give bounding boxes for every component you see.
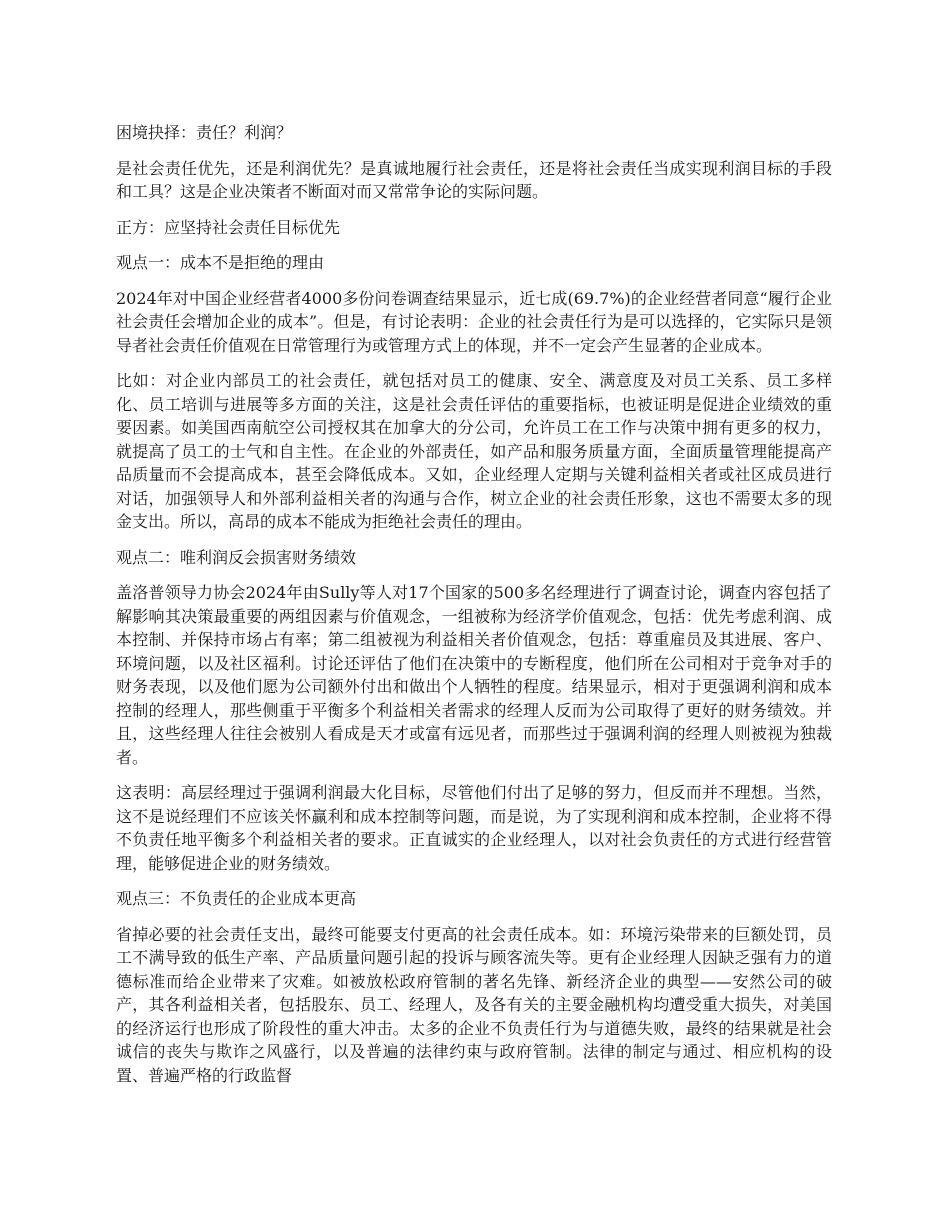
intro-paragraph: 是社会责任优先，还是利润优先？是真诚地履行社会责任，还是将社会责任当成实现利润目标的手段和工具？这是企业决策者不断面对而又常常争论的实际问题。 [116,158,832,201]
point1-paragraph-2: 比如：对企业内部员工的社会责任，就包括对员工的健康、安全、满意度及对员工关系、员工多样化、员工培训与进展等多方面的关注，这是社会责任评估的重要指标，也被证明是促进企业绩效的重要因素。如美国西南航空公司授权其在加拿大的分公司，允许员工在工作与决策中拥有更多的权力，就提高了员工的士气和自主性。在企业的外部责任，如产品和服务质量方面，全面质量管理能提高产品质量而不会提高成本，甚至会降低成本。又如，企业经理人定期与关键利益相关者或社区成员进行对话，加强领导人和外部利益相关者的沟通与合作，树立企业的社会责任形象，这也不需要太多的现金支出。所以，高昂的成本不能成为拒绝社会责任的理由。 [116,371,832,531]
point3-paragraph-1: 省掉必要的社会责任支出，最终可能要支付更高的社会责任成本。如：环境污染带来的巨额处罚，员工不满导致的低生产率、产品质量问题引起的投诉与顾客流失等。更有企业经理人因缺乏强有力的道德标准而给企业带来了灾难。如被放松政府管制的著名先锋、新经济企业的典型——安然公司的破产，其各利益相关者，包括股东、员工、经理人，及各有关的主要金融机构均遭受重大损失，对美国的经济运行也形成了阶段性的重大冲击。太多的企业不负责任行为与道德失败，最终的结果就是社会诚信的丧失与欺诈之风盛行，以及普遍的法律约束与政府管制。法律的制定与通过、相应机构的设置、普遍严格的行政监督 [116,924,832,1085]
point2-paragraph-2: 这表明：高层经理过于强调利润最大化目标，尽管他们付出了足够的努力，但反而并不理想。当然，这不是说经理们不应该关怀赢利和成本控制等问题，而是说，为了实现利润和成本控制，企业将不得不负责任地平衡多个利益相关者的要求。正直诚实的企业经理人，以对社会负责任的方式进行经营管理，能够促进企业的财务绩效。 [116,783,832,873]
point3-heading: 观点三：不负责任的企业成本更高 [116,889,357,908]
document-title: 困境抉择：责任？利润？ [116,123,293,142]
point2-paragraph-1: 盖洛普领导力协会2024年由Sully等人对17个国家的500多名经理进行了调查讨论，调查内容包括了解影响其决策最重要的两组因素与价值观念，一组被称为经济学价值观念，包括：优先考虑利润、成本控制、并保持市场占有率；第二组被视为利益相关者价值观念，包括：尊重雇员及其进展、客户、环境问题，以及社区福利。讨论还评估了他们在决策中的专断程度，他们所在公司相对于竞争对手的财务表现，以及他们愿为公司额外付出和做出个人牺牲的程度。结果显示，相对于更强调利润和成本控制的经理人，那些侧重于平衡多个利益相关者需求的经理人反而为公司取得了更好的财务绩效。并且，这些经理人往往会被别人看成是天才或富有远见者，而那些过于强调利润的经理人则被视为独裁者。 [116,583,832,767]
document-page [116,121,832,1099]
point1-heading: 观点一：成本不是拒绝的理由 [116,253,325,272]
side-heading: 正方：应坚持社会责任目标优先 [116,217,341,237]
point2-heading: 观点二：唯利润反会损害财务绩效 [116,547,357,567]
point1-paragraph-1: 2024年对中国企业经营者4000多份问卷调查结果显示，近七成(69.7%)的企业经营者同意“履行企业社会责任会增加企业的成本”。但是，有讨论表明：企业的社会责任行为是可以选择的，它实际只是领导者社会责任价值观在日常管理行为或管理方式上的体现，并不一定会产生显著的企业成本。 [116,288,832,355]
